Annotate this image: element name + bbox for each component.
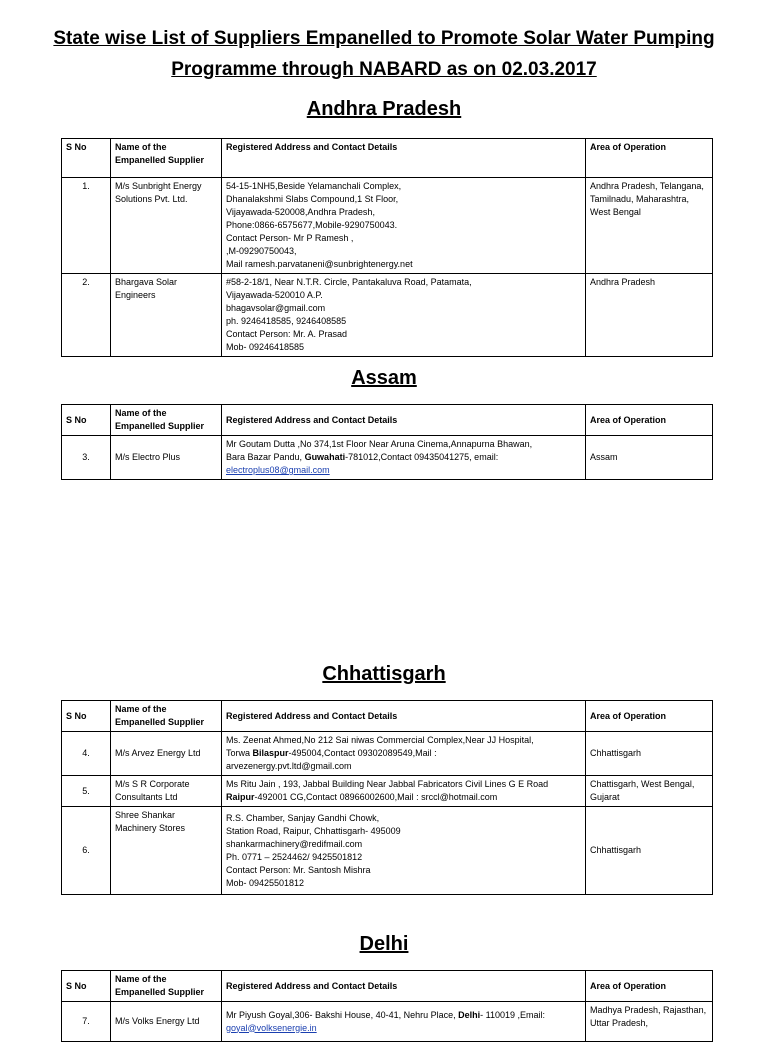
address-line	[226, 791, 581, 804]
state-heading-chhattisgarh: Chhattisgarh	[322, 663, 446, 685]
row-area: Chhattisgarh	[586, 732, 713, 776]
table-row	[62, 436, 713, 480]
address-line: Ph. 0771 – 2524462/ 9425501812	[226, 851, 363, 862]
address-line	[226, 747, 581, 760]
header-area: Area of Operation	[586, 139, 713, 178]
address-line: Ms Ritu Jain , 193, Jabbal Building Near Jabbal Fabricators Civil Lines G E Road	[226, 779, 549, 789]
row-supplier-name: M/s Electro Plus	[111, 436, 222, 480]
document-title-line-1: State wise List of Suppliers Empanelled to Promote Solar Water Pumping	[53, 28, 715, 49]
table-header-row	[62, 701, 713, 732]
address-line: Mob- 09246418585	[226, 342, 305, 352]
table-chhattisgarh	[61, 700, 713, 895]
state-heading-delhi: Delhi	[359, 933, 409, 955]
address-line: #58-2-18/1, Near N.T.R. Circle, Pantakaluva Road, Patamata,	[226, 277, 472, 287]
email-link[interactable]: goyal@volksenergie.in	[226, 1022, 317, 1033]
header-address: Registered Address and Contact Details	[222, 139, 586, 178]
address-text: Bara Bazar Pandu,	[226, 452, 305, 462]
address-line: Mail ramesh.parvataneni@sunbrightenergy.net	[226, 259, 413, 269]
address-line: Mr Goutam Dutta ,No 374,1st Floor Near Aruna Cinema,Annapurna Bhawan,	[226, 439, 533, 449]
header-name: Name of the Empanelled Supplier	[111, 701, 222, 732]
header-name: Name of the Empanelled Supplier	[111, 405, 222, 436]
row-area: Assam	[586, 436, 713, 480]
table-row	[62, 178, 713, 274]
address-line: Station Road, Raipur, Chhattisgarh- 495009	[226, 825, 401, 836]
row-address	[222, 776, 586, 807]
document-title-line-2: Programme through NABARD as on 02.03.2017	[171, 59, 597, 80]
address-line: Contact Person: Mr. Santosh Mishra	[226, 864, 371, 875]
header-sno: S No	[62, 971, 111, 1002]
city-name: Bilaspur	[252, 748, 289, 758]
row-sno: 2.	[62, 274, 111, 357]
table-header-row	[62, 971, 713, 1002]
address-line	[226, 1009, 581, 1022]
address-text: -495004,Contact 09302089549,Mail :	[288, 748, 437, 758]
header-area: Area of Operation	[586, 971, 713, 1002]
address-text: Mr Piyush Goyal,306- Bakshi House, 40-41, Nehru Place,	[226, 1009, 459, 1020]
header-address: Registered Address and Contact Details	[222, 405, 586, 436]
row-address	[222, 274, 586, 357]
address-line: bhagavsolar@gmail.com	[226, 303, 326, 313]
row-sno: 3.	[62, 436, 111, 480]
city-name: Delhi	[458, 1009, 481, 1020]
header-sno: S No	[62, 701, 111, 732]
header-area: Area of Operation	[586, 405, 713, 436]
address-line: ph. 9246418585, 9246408585	[226, 316, 347, 326]
row-area: Andhra Pradesh, Telangana, Tamilnadu, Maharashtra, West Bengal	[586, 178, 713, 274]
address-line: Phone:0866-6575677,Mobile-9290750043.	[226, 220, 398, 230]
table-header-row	[62, 405, 713, 436]
row-supplier-name: M/s Arvez Energy Ltd	[111, 732, 222, 776]
row-supplier-name: M/s Sunbright Energy Solutions Pvt. Ltd.	[111, 178, 222, 274]
email-link[interactable]: electroplus08@gmail.com	[226, 465, 330, 475]
row-supplier-name: Shree Shankar Machinery Stores	[111, 807, 222, 895]
row-sno: 5.	[62, 776, 111, 807]
row-area: Andhra Pradesh	[586, 274, 713, 357]
city-name: Raipur	[226, 792, 255, 802]
table-delhi	[61, 970, 713, 1042]
address-text: -781012,Contact 09435041275, email:	[345, 452, 499, 462]
row-sno: 6.	[62, 807, 111, 895]
table-row	[62, 732, 713, 776]
city-name: Guwahati	[304, 452, 346, 462]
address-line: Contact Person- Mr P Ramesh ,	[226, 233, 354, 243]
row-sno: 4.	[62, 732, 111, 776]
row-area: Chhattisgarh	[586, 807, 713, 895]
state-heading-andhra-pradesh: Andhra Pradesh	[306, 98, 462, 120]
row-sno: 1.	[62, 178, 111, 274]
row-address	[222, 436, 586, 480]
address-line: Ms. Zeenat Ahmed,No 212 Sai niwas Commercial Complex,Near JJ Hospital,	[226, 735, 534, 745]
row-address	[222, 807, 586, 895]
row-supplier-name: M/s Volks Energy Ltd	[111, 1002, 222, 1042]
address-line: Vijayawada-520008,Andhra Pradesh,	[226, 207, 375, 217]
address-text: Torwa	[226, 748, 253, 758]
address-line: Dhanalakshmi Slabs Compound,1 St Floor,	[226, 194, 399, 204]
address-text: - 110019 ,Email:	[480, 1009, 546, 1020]
table-row	[62, 274, 713, 357]
row-address	[222, 178, 586, 274]
row-address	[222, 1002, 586, 1042]
address-line: arvezenergy.pvt.ltd@gmail.com	[226, 761, 352, 771]
state-heading-assam: Assam	[351, 367, 417, 389]
table-row	[62, 1002, 713, 1042]
table-assam	[61, 404, 713, 480]
row-area: Chattisgarh, West Bengal, Gujarat	[586, 776, 713, 807]
address-line: ,M-09290750043,	[226, 246, 297, 256]
header-address: Registered Address and Contact Details	[222, 701, 586, 732]
table-row	[62, 807, 713, 895]
row-sno: 7.	[62, 1002, 111, 1042]
header-name: Name of the Empanelled Supplier	[111, 971, 222, 1002]
address-text: -492001 CG,Contact 08966002600,Mail : srccl@hotmail.com	[254, 792, 498, 802]
header-area: Area of Operation	[586, 701, 713, 732]
row-area: Madhya Pradesh, Rajasthan, Uttar Pradesh,	[586, 1002, 713, 1042]
address-line: Vijayawada-520010 A.P.	[226, 290, 323, 300]
header-name: Name of the Empanelled Supplier	[111, 139, 222, 178]
address-line: R.S. Chamber, Sanjay Gandhi Chowk,	[226, 812, 380, 823]
header-sno: S No	[62, 139, 111, 178]
address-line: shankarmachinery@redifmail.com	[226, 838, 363, 849]
header-address: Registered Address and Contact Details	[222, 971, 586, 1002]
table-header-row	[62, 139, 713, 178]
row-supplier-name: Bhargava Solar Engineers	[111, 274, 222, 357]
table-andhra-pradesh	[61, 138, 713, 357]
address-line: Contact Person: Mr. A. Prasad	[226, 329, 348, 339]
address-line	[226, 451, 581, 464]
table-row	[62, 776, 713, 807]
address-line: Mob- 09425501812	[226, 877, 305, 888]
row-supplier-name: M/s S R Corporate Consultants Ltd	[111, 776, 222, 807]
header-sno: S No	[62, 405, 111, 436]
row-address	[222, 732, 586, 776]
address-line: 54-15-1NH5,Beside Yelamanchali Complex,	[226, 181, 402, 191]
